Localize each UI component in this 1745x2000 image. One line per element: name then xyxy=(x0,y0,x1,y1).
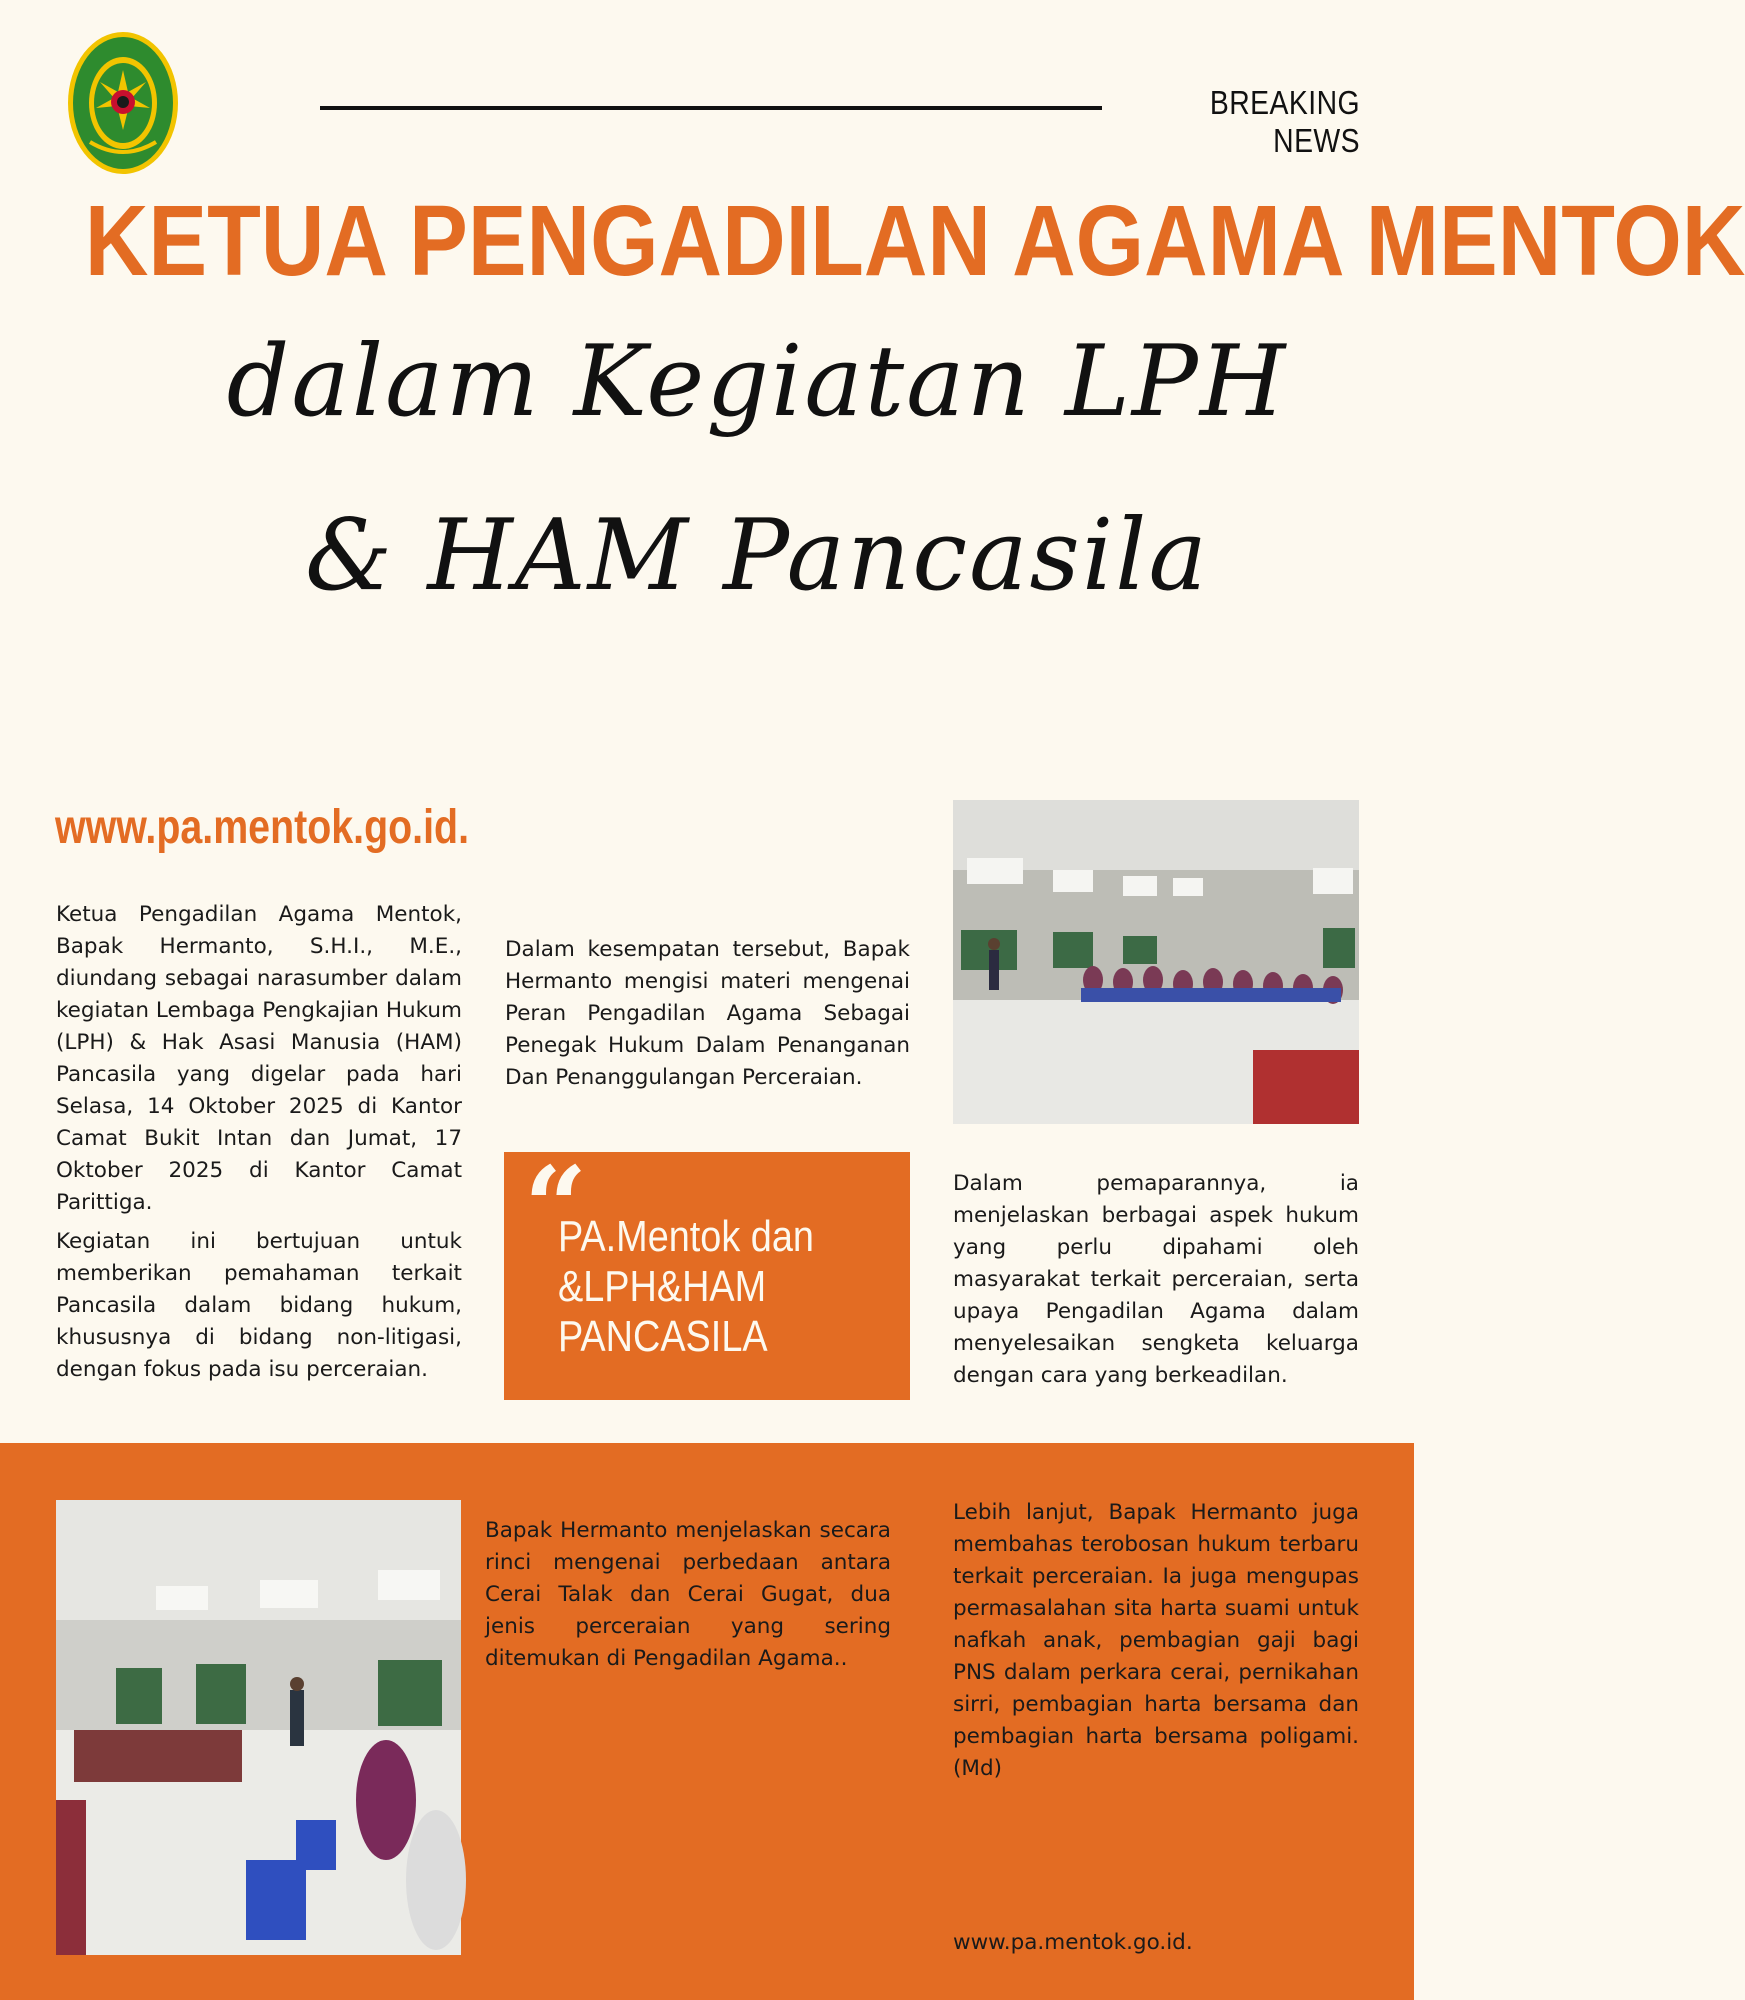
quote-mark-icon: “ xyxy=(524,1142,588,1271)
article-paragraph-explanation: Dalam pemaparannya, ia menjelaskan berbagai aspek hukum yang perlu dipahami oleh masyarakat terkait perceraian, serta upaya Pengadilan Agama dalam menyelesaikan sengketa keluarga dengan cara yang berkeadilan. xyxy=(953,1171,1359,1388)
pull-quote-text: PA.Mentok dan &LPH&HAM PANCASILA xyxy=(558,1212,814,1361)
article-paragraph-purpose: Kegiatan ini bertujuan untuk memberikan pemahaman terkait Pancasila dalam bidang hukum, khususnya di bidang non-litigasi, dengan fokus pada isu perceraian. xyxy=(56,1229,462,1382)
event-photo-speaker xyxy=(56,1500,461,1955)
article-paragraph-cerai: Bapak Hermanto menjelaskan secara rinci mengenai perbedaan antara Cerai Talak dan Cerai Gugat, dua jenis perceraian yang sering ditemukan di Pengadilan Agama.. xyxy=(485,1518,891,1671)
website-link-bottom[interactable]: www.pa.mentok.go.id. xyxy=(953,1930,1193,1955)
headline-subtitle-line2: & HAM Pancasila xyxy=(305,499,1209,613)
court-seal-icon xyxy=(66,30,180,176)
header-divider xyxy=(320,106,1102,110)
article-paragraph-intro: Ketua Pengadilan Agama Mentok, Bapak Hermanto, S.H.I., M.E., diundang sebagai narasumber dalam kegiatan Lembaga Pengkajian Hukum (LPH) & Hak Asasi Manusia (HAM) Pancasila yang digelar pada hari Selasa, 14 Oktober 2025 di Kantor Camat Bukit Intan dan Jumat, 17 Oktober 2025 di Kantor Camat Parittiga. xyxy=(56,902,462,1215)
event-photo-hall xyxy=(953,800,1359,1124)
website-link-top[interactable]: www.pa.mentok.go.id. xyxy=(55,801,470,854)
breaking-news-label: BREAKING NEWS xyxy=(1209,84,1360,159)
article-paragraph-breakthrough: Lebih lanjut, Bapak Hermanto juga membahas terobosan hukum terbaru terkait perceraian. Ia juga mengupas permasalahan sita harta suami untuk nafkah anak, pembagian gaji bagi PNS dalam perkara cerai, pernikahan sirri, pembagian harta bersama dan pembagian harta bersama poligami. (Md) xyxy=(953,1500,1359,1781)
headline-title: KETUA PENGADILAN AGAMA MENTOK xyxy=(84,185,1745,297)
headline-subtitle-line1: dalam Kegiatan LPH xyxy=(226,325,1288,439)
article-paragraph-material: Dalam kesempatan tersebut, Bapak Hermanto mengisi materi mengenai Peran Pengadilan Agama Sebagai Penegak Hukum Dalam Penanganan Dan Penanggulangan Perceraian. xyxy=(505,937,910,1090)
